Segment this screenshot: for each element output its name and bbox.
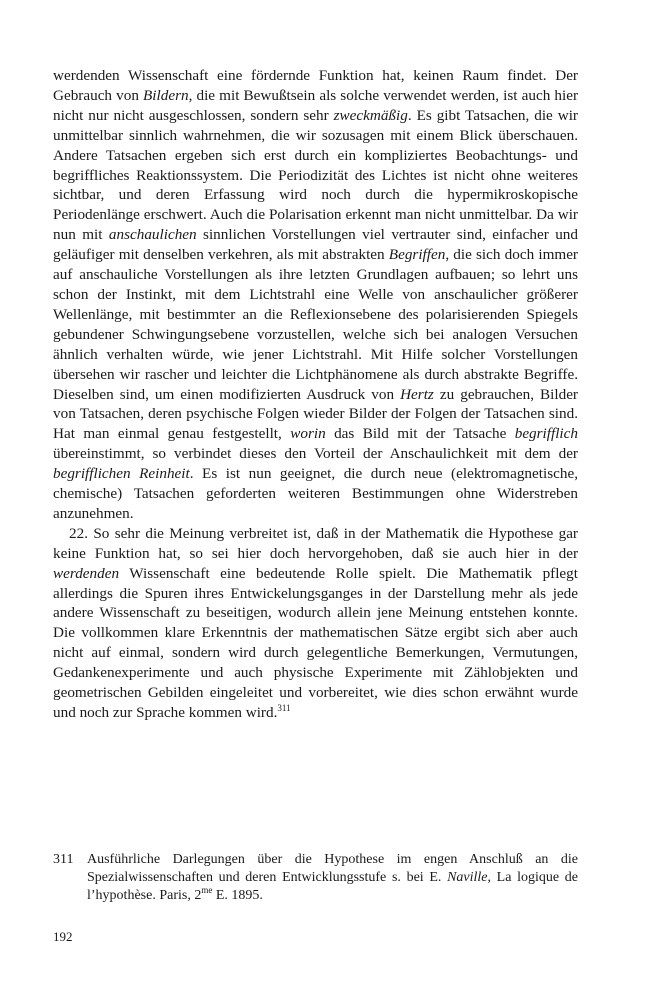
emphasis: Naville xyxy=(447,870,488,885)
paragraph-22: 22. So sehr die Meinung verbreitet ist, daß in der Mathematik die Hypothese gar keine Funktion hat, so sei hier doch hervorgehoben, daß sie auch hier in der werdenden Wissenschaft eine bedeutende Rolle spielt. Die Mathematik pflegt allerdings die Spuren ihres Entwickelungsganges in der Darstellung mehr als jede andere Wissenschaft zu beseitigen, wodurch allein jene Meinung entstehen konnte. Die vollkommen klare Erkenntnis der mathematischen Sätze ergibt sich aber auch nicht auf einmal, sondern wird durch gelegentliche Bemerkungen, Vermutungen, Gedankenexperimente und auch physische Experimente mit Zählobjekten und geometrischen Gebilden eingeleitet und vorbereitet, wie dies schon erwähnt wurde und noch zur Sprache kommen wird.$^{311}$ xyxy=(53,524,578,721)
emphasis: Hertz xyxy=(400,385,434,403)
footnote-text: Ausführliche Darlegungen über die Hypothese im engen Anschluß an die Spezialwissenschaften und deren Entwicklungsstufe s. bei E. Naville, La logique de l’hypothèse. Paris, $2^{me}$ E. 1895. xyxy=(87,852,578,903)
emphasis: zweckmäßig xyxy=(333,106,408,124)
paragraph: werdenden Wissenschaft eine fördernde Funktion hat, keinen Raum findet. Der Gebrauch von Bildern, die mit Bewußtsein als solche verwendet werden, ist auch hier nicht nur nicht ausgeschlossen, sondern sehr zweckmäßig. Es gibt Tatsachen, die wir unmittelbar sinnlich wahrnehmen, die wir sozusagen mit einem Blick überschauen. Andere Tatsachen ergeben sich erst durch ein kompliziertes Beobachtungs- und begriffliches Reaktionssystem. Die Periodizität des Lichtes ist nicht ohne weiteres sichtbar, und deren Erfassung wird noch durch die hypermikroskopische Periodenlänge erschwert. Auch die Polarisation erkennt man nicht unmittelbar. Da wir nun mit anschaulichen sinnlichen Vorstellungen viel vertrauter sind, einfacher und geläufiger mit denselben verkehren, als mit abstrakten Begriffen, die sich doch immer auf anschauliche Vorstellungen als ihre letzten Grundlagen aufbauen; so lehrt uns schon der Instinkt, mit dem Lichtstrahl eine Welle von anschaulicher größerer Wellenlänge, mit bestimmter an die Reflexionsebene des polarisierenden Spiegels gebundener Schwingungsebene vorzustellen, welche sich bei analogen Versuchen ähnlich verhalten würde, wie jener Lichtstrahl. Mit Hilfe solcher Vorstellungen übersehen wir rascher und leichter die Lichtphänomene als durch abstrakte Begriffe. Dieselben sind, um einen modifizierten Ausdruck von Hertz zu gebrauchen, Bilder von Tatsachen, deren psychische Folgen wieder Bilder der Folgen der Tatsachen sind. Hat man einmal genau festgestellt, worin das Bild mit der Tatsache begrifflich übereinstimmt, so verbindet dieses den Vorteil der Anschaulichkeit mit dem der begrifflichen Reinheit. Es ist nun geeignet, die durch neue (elektromagnetische, chemische) Tatsachen geforderten weiteren Bestimmungen ohne Widerstreben anzunehmen. xyxy=(53,67,579,522)
emphasis: begrifflich xyxy=(514,425,578,443)
superscript: 311 xyxy=(277,703,291,713)
footnote-number: 311 xyxy=(53,852,74,867)
body-text xyxy=(53,66,578,723)
superscript: me xyxy=(201,885,213,895)
emphasis: begrifflichen Reinheit xyxy=(53,465,190,483)
emphasis: werdenden xyxy=(53,564,120,582)
emphasis: Begriffen xyxy=(388,246,446,264)
emphasis: Bildern xyxy=(143,86,189,104)
footnote xyxy=(53,851,578,905)
emphasis: worin xyxy=(290,425,326,443)
page-number: 192 xyxy=(53,929,73,944)
emphasis: anschaulichen xyxy=(108,226,197,244)
